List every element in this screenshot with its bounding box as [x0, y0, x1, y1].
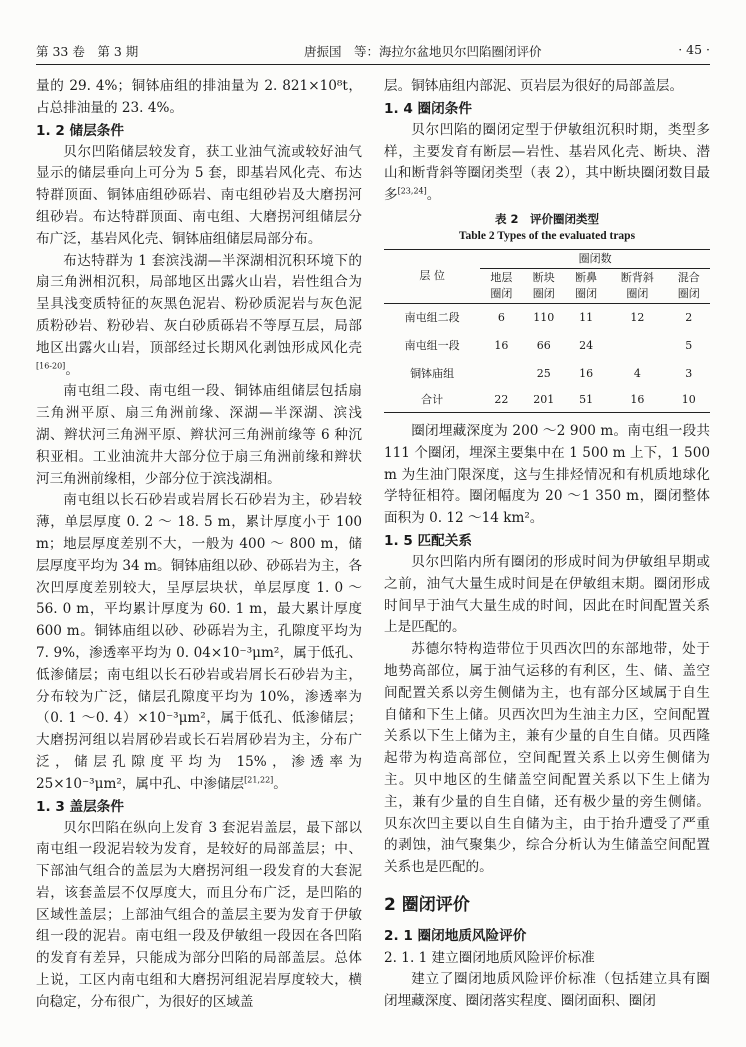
left-column	[36, 76, 362, 1014]
table-cell: 16	[607, 388, 667, 413]
column-header: 断块 圈闭	[523, 268, 565, 303]
row-label: 南屯组一段	[404, 338, 460, 352]
table-row	[384, 360, 710, 388]
column-header: 断鼻 圈闭	[565, 268, 607, 303]
page-number: · 45 ·	[678, 42, 710, 57]
paragraph: 南屯组二段、南屯组一段、铜钵庙组储层包括扇三角洲平原、扇三角洲前缘、深湖—半深湖、滨浅湖、辫状河三角洲平原、辫状河三角洲前缘等 6 种沉积亚相。工业油流井大部分位于扇三角洲前缘和辫状河三角洲前缘相，少部分位于滨浅湖相。	[36, 383, 362, 487]
table-cell: 16	[579, 366, 594, 380]
table-cell: 110	[533, 310, 555, 324]
paragraph: 贝尔凹陷储层较发育，获工业油气流或较好油气显示的储层垂向上可分为 5 套，即基岩风化壳、布达特群顶面、铜钵庙组砂砾岩、南屯组砂岩及大磨拐河组砂岩。布达特群顶面、南屯组、大磨拐河组储层分布广泛，基岩风化壳、铜钵庙组储层局部分布。	[36, 143, 362, 247]
paragraph: 层。铜钵庙组内部泥、页岩层为很好的局部盖层。	[384, 78, 684, 94]
table-caption-cn: 表 2 评价圈闭类型	[494, 211, 599, 226]
citation: [16-20]	[36, 361, 66, 371]
row-header: 层 位	[384, 249, 480, 303]
table-caption-en: Table 2 Types of the evaluated traps	[458, 229, 636, 242]
table-cell: 12	[630, 310, 645, 324]
table-cell: 4	[633, 366, 641, 380]
citation: [23,24]	[397, 186, 427, 196]
table-cell: 51	[565, 388, 607, 413]
paragraph: 量的 29. 4%；铜钵庙组的排油量为 2. 821×10⁸t，占总排油量的 23. 4%。	[36, 78, 362, 116]
table-row	[384, 303, 710, 332]
table-cell: 24	[579, 338, 594, 352]
table-cell: 2	[685, 310, 693, 324]
paragraph: 贝尔凹陷的圈闭定型于伊敏组沉积时期，类型多样，主要发育有断层—岩性、基岩风化壳、断块、潜山和断背斜等圈闭类型（表 2），其中断块圈闭数目最多[23,24]。	[384, 121, 710, 204]
paragraph: 贝尔凹陷在纵向上发育 3 套泥岩盖层，最下部以南屯组一段泥岩较为发育，是较好的局部盖层；中、下部油气组合的盖层为大磨拐河组一段发育的大套泥岩，该套盖层不仅厚度大，而且分布广泛，是凹陷的区域性盖层；上部油气组合的盖层主要为发育于伊敏组一段的泥岩。南屯组一段及伊敏组一段因在各凹陷的发育有差异，只能成为部分凹陷的局部盖层。总体上说，工区内南屯组和大磨拐河组泥岩厚度较大，横向稳定，分布很广，为很好的区域盖	[36, 819, 362, 1010]
paragraph: 苏德尔特构造带位于贝西次凹的东部地带，处于地势高部位，属于油气运移的有利区，生、储、盖空间配置关系以旁生侧储为主，也有部分区域属于自生自储和下生上储。贝西次凹为生油主力区，空间配置关系以下生上储为主，兼有少量的自生自储。贝西隆起带为构造高部位，空间配置关系上以旁生侧储为主。贝中地区的生储盖空间配置关系以下生上储为主，兼有少量的自生自储，还有极少量的旁生侧储。贝东次凹主要以自生自储为主，由于抬升遭受了严重的剥蚀，油气聚集少，综合分析认为生储盖空间配置关系也是匹配的。	[384, 641, 710, 876]
authors-title: 唐振国 等：海拉尔盆地贝尔凹陷圈闭评价	[304, 44, 542, 59]
paragraph: 南屯组以长石砂岩或岩屑长石砂岩为主，砂岩较薄，单层厚度 0. 2 ～ 18. 5 m，累计厚度小于 100 m；地层厚度差别不大，一般为 400 ～ 800 m，储层厚度平均为 34 m。铜钵庙组以砂、砂砾岩为主，各次凹厚度差别较大，呈厚层块状，单层厚度 1. 0 ～56. 0 m，平均累计厚度为 60. 1 m，最大累计厚度 600 m。铜钵庙组以砂、砂砾岩为主，孔隙度平均为 7. 9%，渗透率平均为 0. 04×10⁻³μm²，属于低孔、低渗储层；南屯组以长石砂岩或岩屑长石砂岩为主，分布较为广泛，储层孔隙度平均为 10%，渗透率为（0. 1 ～0. 4）×10⁻³μm²，属于低孔、低渗储层；大磨拐河组以岩屑砂岩或长石岩屑砂岩为主，分布广泛，储层孔隙度平均为 15%，渗透率为 25×10⁻³μm²，属中孔、中渗储层[21,22]。	[36, 492, 362, 792]
table-row	[384, 388, 710, 413]
section-heading-1-2: 1. 2 储层条件	[36, 122, 124, 139]
trap-types-table	[384, 249, 710, 413]
paragraph: 建立了圈闭地质风险评价标准（包括建立具有圈闭埋藏深度、圈闭落实程度、圈闭面积、圈闭	[384, 970, 710, 1009]
section-heading-2: 2 圈闭评价	[384, 894, 470, 915]
table-cell: 201	[523, 388, 565, 413]
table-cell: 5	[685, 338, 693, 352]
column-header: 断背斜 圈闭	[607, 268, 667, 303]
table-cell: 3	[685, 366, 693, 380]
volume-issue: 第 33 卷 第 3 期	[36, 44, 139, 59]
table-cell	[480, 360, 522, 388]
running-header	[36, 40, 710, 65]
section-heading-2-1-1: 2. 1. 1 建立圈闭地质风险评价标准	[384, 949, 595, 966]
table-cell: 22	[480, 388, 522, 413]
row-label: 铜钵庙组	[410, 366, 455, 380]
table-row	[384, 332, 710, 360]
section-heading-1-3: 1. 3 盖层条件	[36, 798, 124, 815]
table-cell: 66	[536, 338, 551, 352]
paragraph: 布达特群为 1 套滨浅湖—半深湖相沉积环境下的扇三角洲相沉积，局部地区出露火山岩，岩性组合为呈具浅变质特征的灰黑色泥岩、粉砂质泥岩与灰色泥质粉砂岩、粉砂岩、灰白砂质砾岩不等厚互层，局部地区出露火山岩，顶部经过长期风化剥蚀形成风化壳[16-20]。	[36, 252, 362, 378]
group-header: 圈闭数	[480, 249, 710, 268]
table-cell: 10	[668, 388, 710, 413]
citation: [21,22]	[244, 775, 274, 785]
table-cell: 6	[497, 310, 505, 324]
table-cell: 11	[579, 310, 594, 324]
table-cell: 25	[536, 366, 551, 380]
section-heading-2-1: 2. 1 圈闭地质风险评价	[384, 927, 527, 944]
row-label: 南屯组二段	[404, 310, 460, 324]
right-column	[384, 76, 710, 1013]
column-header: 混合 圈闭	[668, 268, 710, 303]
column-header: 地层 圈闭	[480, 268, 522, 303]
table-cell	[607, 332, 667, 360]
paragraph: 贝尔凹陷内所有圈闭的形成时间为伊敏组早期或之前，油气大量生成时间是在伊敏组末期。圈闭形成时间早于油气大量生成的时间，因此在时间配置关系上是匹配的。	[384, 553, 710, 636]
section-heading-1-5: 1. 5 匹配关系	[384, 532, 472, 549]
table-cell: 16	[494, 338, 509, 352]
row-label: 合计	[384, 388, 480, 413]
section-heading-1-4: 1. 4 圈闭条件	[384, 100, 472, 117]
paragraph: 圈闭埋藏深度为 200 ～2 900 m。南屯组一段共 111 个圈闭，埋深主要集中在 1 500 m 上下，1 500 m 为生油门限深度，这与生排烃情况和有机质地球化学特征相符。圈闭幅度为 20 ～1 350 m，圈闭整体面积为 0. 12 ～14 km²。	[384, 422, 710, 527]
